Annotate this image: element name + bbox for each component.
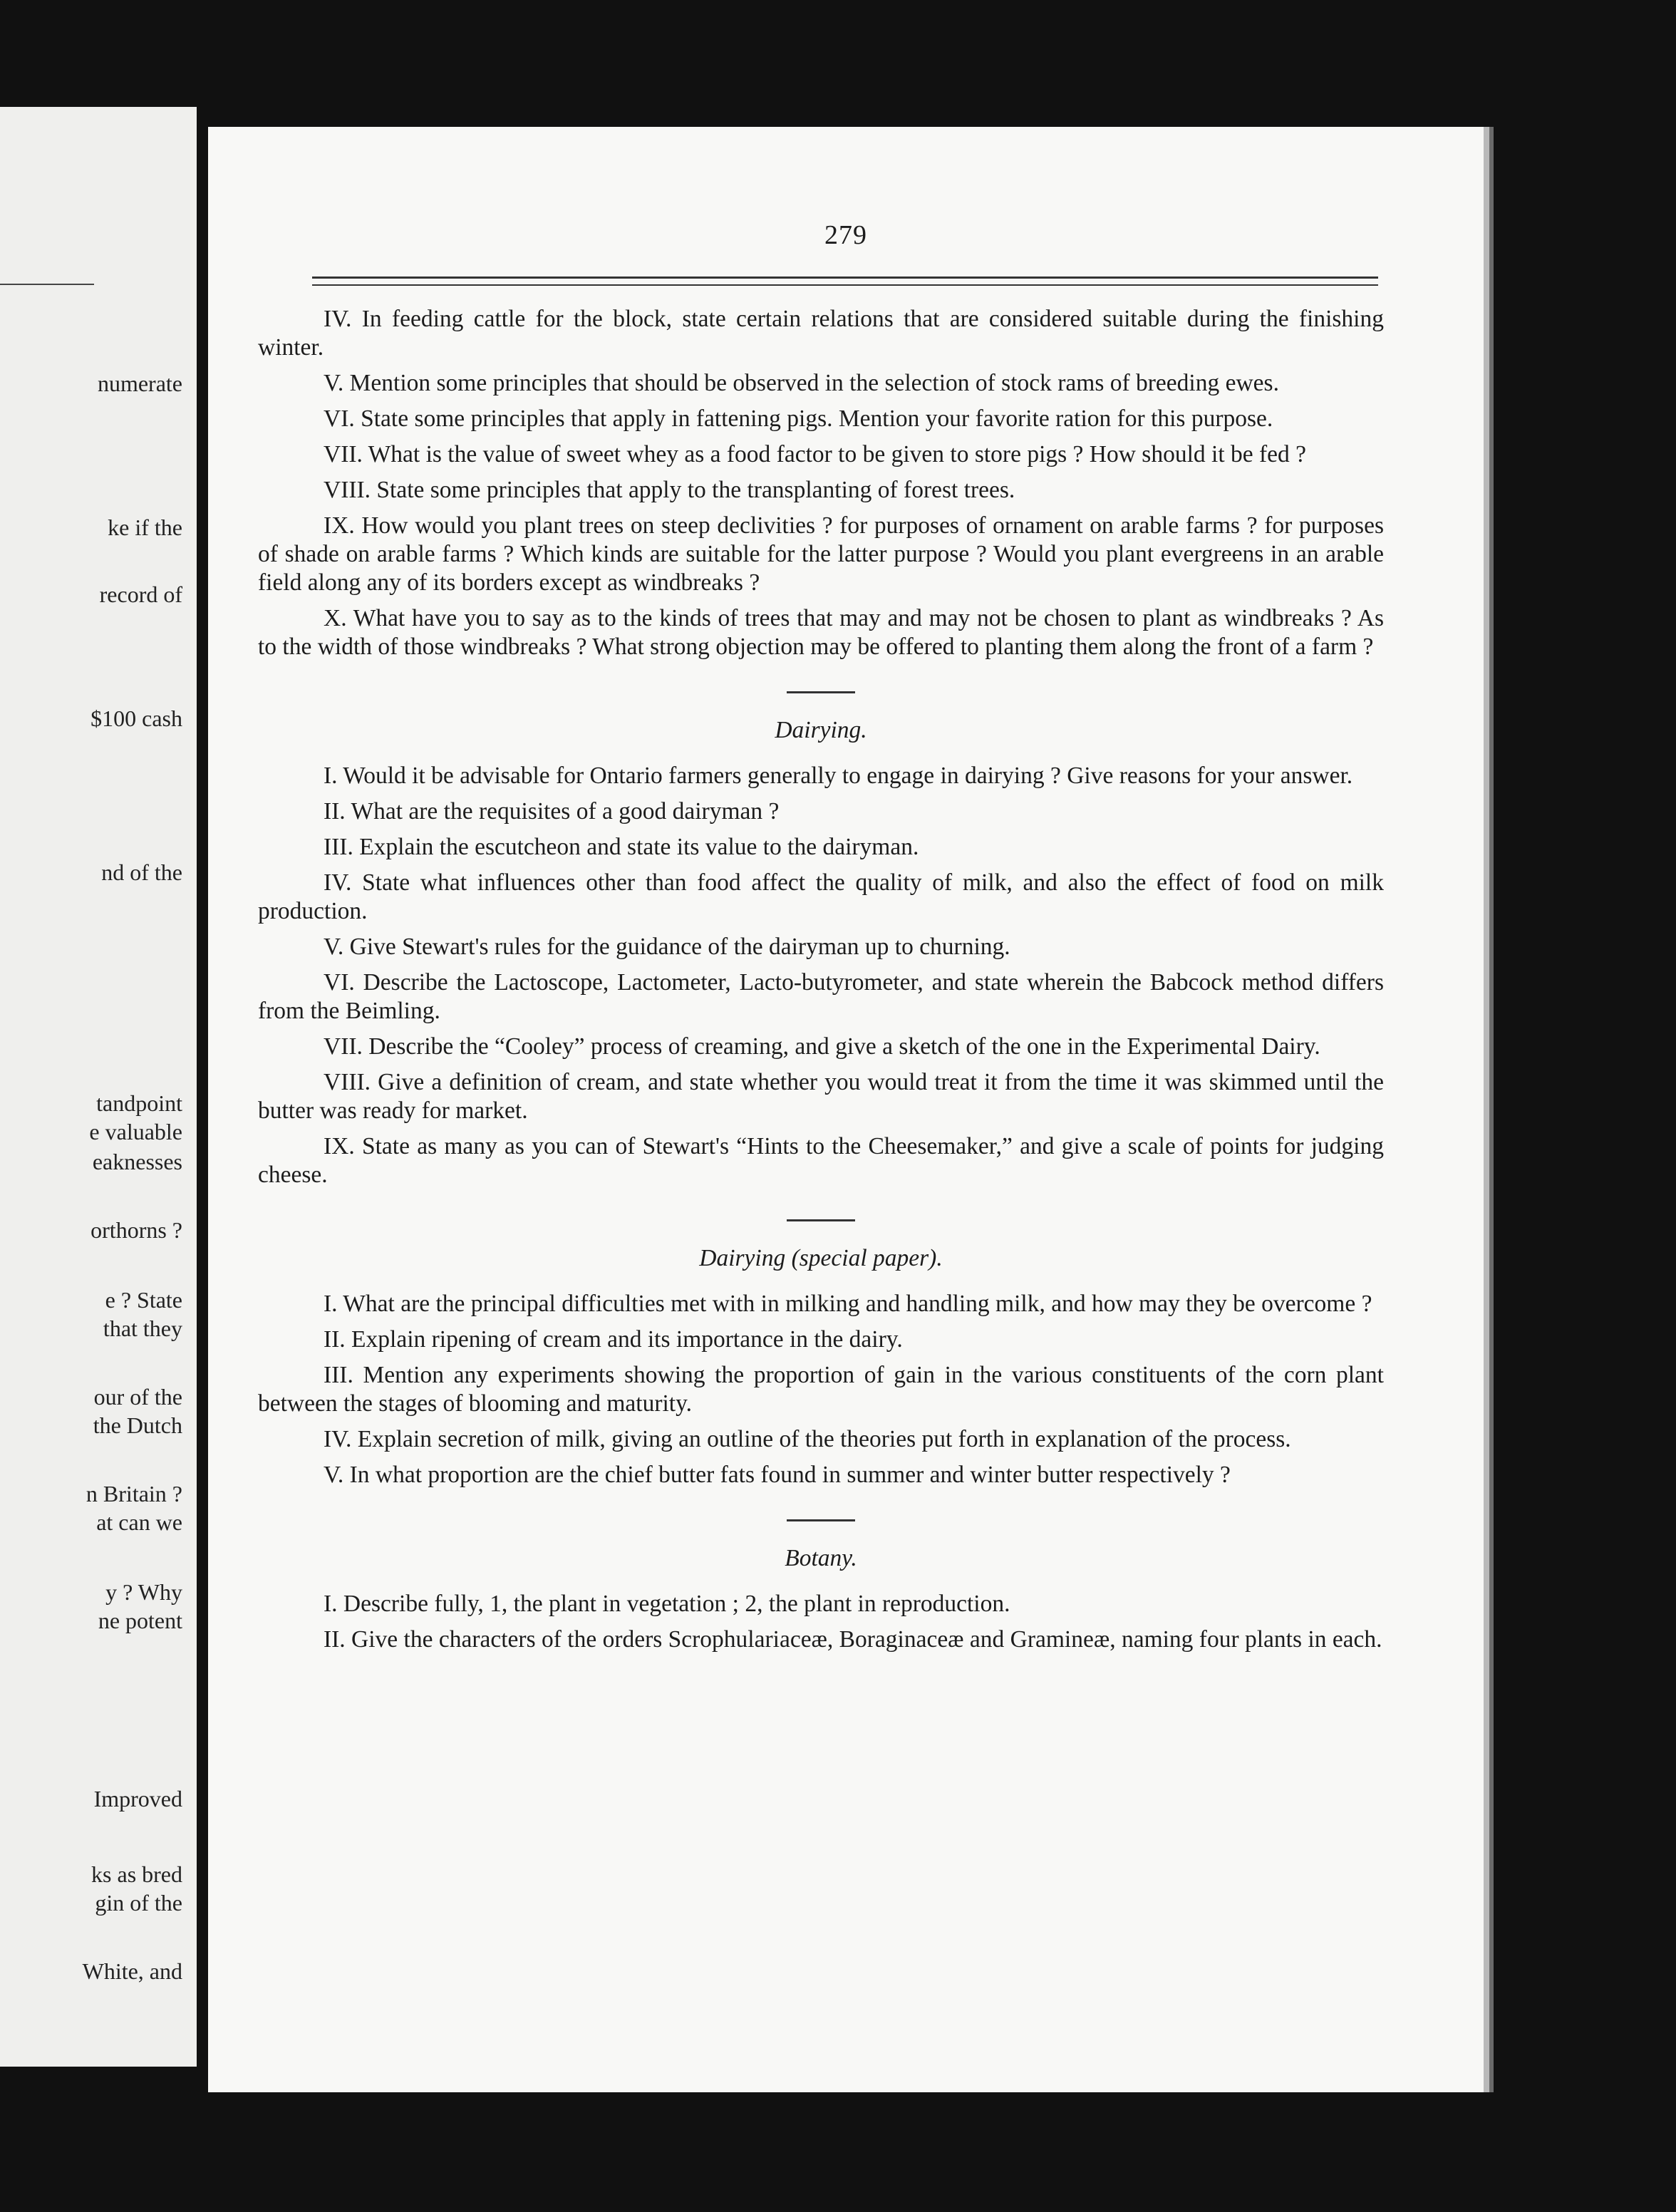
question: II. Give the characters of the orders Scrophulariaceæ, Boraginaceæ and Gramineæ, naming four plants in each. [324,1626,1382,1653]
question: VI. State some principles that apply in fattening pigs. Mention your favorite ration for this purpose. [324,405,1273,432]
section-divider [787,691,855,693]
left-line: that they [103,1316,182,1341]
question: IX. How would you plant trees on steep declivities ? for purposes of ornament on arable farms ? for purposes of shade on arable farms ? Which kinds are suitable for the latter purpose ? Would you plant evergreens in an arable field along any of its borders except as windbreaks ? [258,512,1384,596]
question: III. Explain the escutcheon and state its value to the dairyman. [324,834,919,860]
left-line: n Britain ? [86,1481,182,1506]
question: II. What are the requisites of a good dairyman ? [324,798,780,825]
question: IV. Explain secretion of milk, giving an outline of the theories put forth in explanation of the process. [324,1426,1291,1452]
section-title-dairying: Dairying. [775,717,867,743]
exam-questions [258,305,1384,1661]
header-rule-bottom [312,284,1378,286]
left-line: orthorns ? [90,1217,182,1243]
left-line: at can we [96,1509,182,1535]
left-line: nd of the [101,859,182,885]
left-line: $100 cash [90,706,182,731]
question: IX. State as many as you can of Stewart's “Hints to the Cheesemaker,” and give a scale of points for judging cheese. [258,1133,1384,1188]
left-line: the Dutch [93,1412,182,1438]
question: V. In what proportion are the chief butter fats found in summer and winter butter respectively ? [324,1462,1231,1488]
question: IV. State what influences other than food affect the quality of milk, and also the effect of food on milk production. [258,869,1384,924]
question: X. What have you to say as to the kinds of trees that may and may not be chosen to plant as windbreaks ? As to the width of those windbreaks ? What strong objection may be offered to planting them along the front of a farm ? [258,605,1384,660]
question: V. Give Stewart's rules for the guidance of the dairyman up to churning. [324,934,1010,960]
left-line: our of the [93,1384,182,1410]
question: V. Mention some principles that should be observed in the selection of stock rams of breeding ewes. [324,370,1279,396]
question: IV. In feeding cattle for the block, state certain relations that are considered suitable during the finishing winter. [258,306,1384,361]
question: III. Mention any experiments showing the proportion of gain in the various constituents of the corn plant between the stages of blooming and maturity. [258,1362,1384,1417]
left-line: ne potent [98,1608,182,1633]
left-line: record of [99,582,182,607]
left-line: y ? Why [105,1579,182,1605]
left-page-rule [0,284,94,285]
question: VII. Describe the “Cooley” process of creaming, and give a sketch of the one in the Experimental Dairy. [324,1033,1320,1060]
left-line: tandpoint [96,1090,182,1116]
left-line: ke if the [108,515,182,540]
question: I. Describe fully, 1, the plant in vegetation ; 2, the plant in reproduction. [324,1591,1010,1617]
section-divider [787,1519,855,1521]
left-line: numerate [97,371,182,396]
left-line: e valuable [89,1119,182,1144]
question: VIII. Give a definition of cream, and state whether you would treat it from the time it was skimmed until the butter was ready for market. [258,1069,1384,1124]
question: VIII. State some principles that apply to the transplanting of forest trees. [324,477,1015,503]
header-rule-top [312,276,1378,279]
left-page-fragment [0,107,197,2067]
page-number: 279 [824,220,867,250]
section-title-botany: Botany. [785,1545,857,1571]
left-line: Improved [93,1786,182,1812]
left-line: gin of the [95,1890,182,1916]
question: I. Would it be advisable for Ontario farmers generally to engage in dairying ? Give reasons for your answer. [324,763,1353,789]
question: VII. What is the value of sweet whey as a food factor to be given to store pigs ? How should it be fed ? [324,441,1307,467]
question: I. What are the principal difficulties met with in milking and handling milk, and how may they be overcome ? [324,1291,1372,1317]
main-page [208,127,1484,2092]
question: II. Explain ripening of cream and its importance in the dairy. [324,1326,903,1353]
left-line: ks as bred [91,1861,182,1887]
question: VI. Describe the Lactoscope, Lactometer, Lacto-butyrometer, and state wherein the Babcock method differs from the Beimling. [258,969,1384,1024]
left-line: White, and [82,1958,182,1984]
left-line: e ? State [105,1287,182,1313]
left-line: eaknesses [92,1149,182,1174]
section-title-dairying-special: Dairying (special paper). [699,1245,943,1271]
section-divider [787,1219,855,1221]
